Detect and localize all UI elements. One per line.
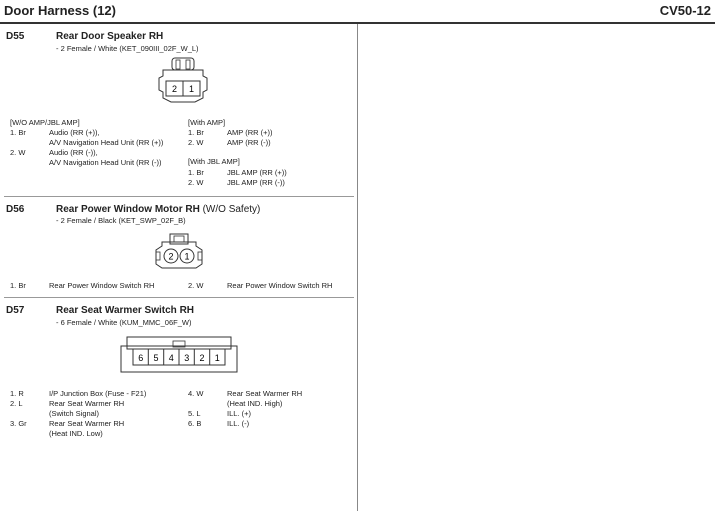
- pin-desc: Audio (RR (+)),: [49, 128, 100, 137]
- pin-id: 2. W: [188, 178, 204, 187]
- pin-label: 3: [184, 353, 190, 363]
- connector-d55-diagram: [155, 56, 215, 106]
- pin-label: 2: [199, 353, 205, 363]
- group-heading: [With JBL AMP]: [188, 157, 240, 166]
- pin-desc: AMP (RR (-)): [227, 138, 271, 147]
- pin-id: 3. Gr: [10, 419, 27, 428]
- pin-desc: Rear Power Window Switch RH: [49, 281, 155, 290]
- pin-desc: A/V Navigation Head Unit (RR (-)): [49, 158, 162, 167]
- pin-desc: Rear Power Window Switch RH: [227, 281, 333, 290]
- pin-id: 4. W: [188, 389, 204, 398]
- pin-desc: AMP (RR (+)): [227, 128, 273, 137]
- pin-id: 6. B: [188, 419, 202, 428]
- connector-name-text: Rear Power Window Motor RH: [56, 204, 200, 215]
- pin-desc: Rear Seat Warmer RH: [49, 419, 125, 428]
- pin-label: 5: [153, 353, 159, 363]
- pin-id: 2. W: [188, 281, 204, 290]
- connector-code: D57: [6, 305, 25, 316]
- group-heading: [W/O AMP/JBL AMP]: [10, 118, 80, 127]
- pin-id: 1. Br: [188, 128, 204, 137]
- pin-desc: JBL AMP (RR (+)): [227, 168, 287, 177]
- pin-desc: Rear Seat Warmer RH: [227, 389, 303, 398]
- page-code: CV50-12: [659, 3, 711, 18]
- connector-name: Rear Seat Warmer Switch RH: [56, 305, 195, 316]
- connector-code: D56: [6, 204, 25, 215]
- pin-label: 1: [188, 84, 195, 94]
- pin-id: 5. L: [188, 409, 201, 418]
- pin-label: 1: [214, 353, 220, 363]
- group-heading: [With AMP]: [188, 118, 226, 127]
- pin-id: 1. R: [10, 389, 24, 398]
- connector-d57-diagram: [119, 333, 239, 377]
- pin-desc: ILL. (-): [227, 419, 250, 428]
- pin-id: 1. Br: [188, 168, 204, 177]
- pin-id: 2. W: [188, 138, 204, 147]
- pin-desc: Audio (RR (-)),: [49, 148, 98, 157]
- connector-spec: - 2 Female / Black (KET_SWP_02F_B): [56, 216, 186, 225]
- page-header: [0, 0, 715, 24]
- section-divider: [4, 297, 354, 298]
- pin-id: 2. L: [10, 399, 23, 408]
- column-divider: [357, 24, 358, 511]
- pin-label: 6: [138, 353, 144, 363]
- pin-id: 1. Br: [10, 128, 26, 137]
- connector-name: [56, 204, 260, 215]
- pin-desc: I/P Junction Box (Fuse - F21): [49, 389, 147, 398]
- pin-label: 1: [184, 251, 190, 262]
- pin-desc: JBL AMP (RR (-)): [227, 178, 285, 187]
- pin-desc: A/V Navigation Head Unit (RR (+)): [49, 138, 164, 147]
- connector-name: Rear Door Speaker RH: [56, 31, 164, 42]
- pin-desc: (Heat IND. High): [227, 399, 283, 408]
- connector-note: (W/O Safety): [202, 204, 261, 215]
- connector-d56-diagram: [150, 230, 210, 272]
- pin-desc: (Heat IND. Low): [49, 429, 103, 438]
- pin-desc: ILL. (+): [227, 409, 251, 418]
- pin-id: 1. Br: [10, 281, 26, 290]
- pin-desc: Rear Seat Warmer RH: [49, 399, 125, 408]
- pin-id: 2. W: [10, 148, 26, 157]
- page-title: Door Harness (12): [4, 3, 116, 18]
- connector-code: D55: [6, 31, 25, 42]
- pin-desc: (Switch Signal): [49, 409, 100, 418]
- connector-spec: - 2 Female / White (KET_090III_02F_W_L): [56, 44, 199, 53]
- pin-label: 2: [168, 251, 174, 262]
- connector-spec: - 6 Female / White (KUM_MMC_06F_W): [56, 318, 192, 327]
- pin-label: 2: [171, 84, 178, 94]
- pin-label: 4: [168, 353, 174, 363]
- section-divider: [4, 196, 354, 197]
